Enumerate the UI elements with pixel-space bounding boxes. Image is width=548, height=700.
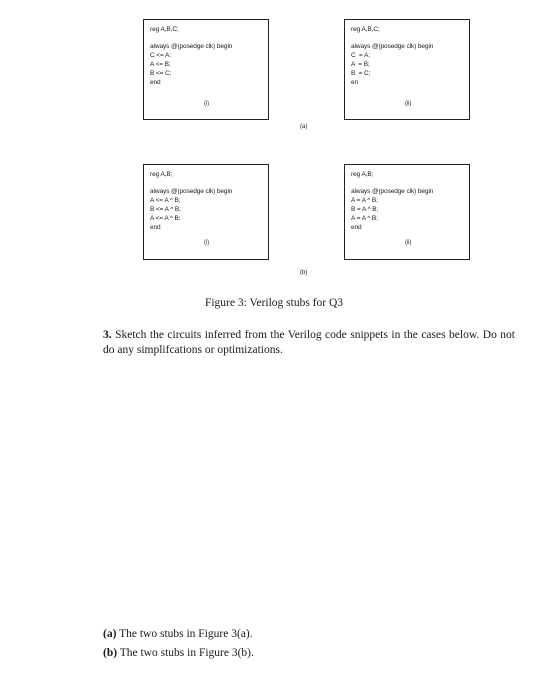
- code-line: reg A,B,C;: [351, 26, 380, 33]
- code-box-a-i: [143, 19, 269, 120]
- code-line: B <= C;: [150, 70, 172, 77]
- question-number: 3.: [103, 329, 112, 341]
- code-line: always @(posedge clk) begin: [150, 188, 233, 195]
- stub-tag: (i): [204, 240, 210, 246]
- code-line: end: [150, 224, 161, 231]
- code-line: end: [351, 224, 362, 231]
- question-text: Sketch the circuits inferred from the Verilog code snippets in the cases below. Do not do any simplifcations or optimizations.: [103, 329, 515, 356]
- code-line: A <= A ^ B;: [150, 197, 181, 204]
- code-line: end: [150, 79, 161, 86]
- code-line: reg A,B,C;: [150, 26, 179, 33]
- code-line: reg A,B;: [351, 171, 374, 178]
- code-line: A <= B;: [150, 61, 171, 68]
- code-line: A <= A ^ B;: [150, 215, 181, 222]
- code-line: A = B;: [351, 61, 370, 68]
- code-line: always @(posedge clk) begin: [351, 188, 434, 195]
- subfigure-label-b: (b): [300, 270, 308, 276]
- code-box-b-i: [143, 164, 269, 260]
- list-item: [103, 628, 253, 640]
- code-box-b-ii: [344, 164, 470, 260]
- code-box-a-ii: [344, 19, 470, 120]
- figure-caption: Figure 3: Verilog stubs for Q3: [204, 297, 344, 309]
- code-line: reg A,B;: [150, 171, 173, 178]
- item-label: (a): [103, 628, 117, 640]
- code-line: always @(posedge clk) begin: [351, 43, 434, 50]
- code-line: A = A ^ B;: [351, 197, 378, 204]
- code-line: B <= A ^ B;: [150, 206, 181, 213]
- code-line: A = A ^ B;: [351, 215, 378, 222]
- code-line: B = C;: [351, 70, 371, 77]
- item-text: The two stubs in Figure 3(b).: [117, 647, 254, 659]
- subfigure-label-a: (a): [300, 124, 308, 130]
- code-line: B = A ^ B;: [351, 206, 379, 213]
- question-paragraph: [103, 328, 515, 358]
- code-line: C = A;: [351, 52, 370, 59]
- code-line: always @(posedge clk) begin: [150, 43, 233, 50]
- stub-tag: (ii): [405, 240, 412, 246]
- code-line: C <= A;: [150, 52, 171, 59]
- item-label: (b): [103, 647, 118, 659]
- list-item: [103, 647, 254, 659]
- item-text: The two stubs in Figure 3(a).: [116, 628, 253, 640]
- stub-tag: (ii): [405, 101, 412, 107]
- code-line: en: [351, 79, 359, 86]
- stub-tag: (i): [204, 101, 210, 107]
